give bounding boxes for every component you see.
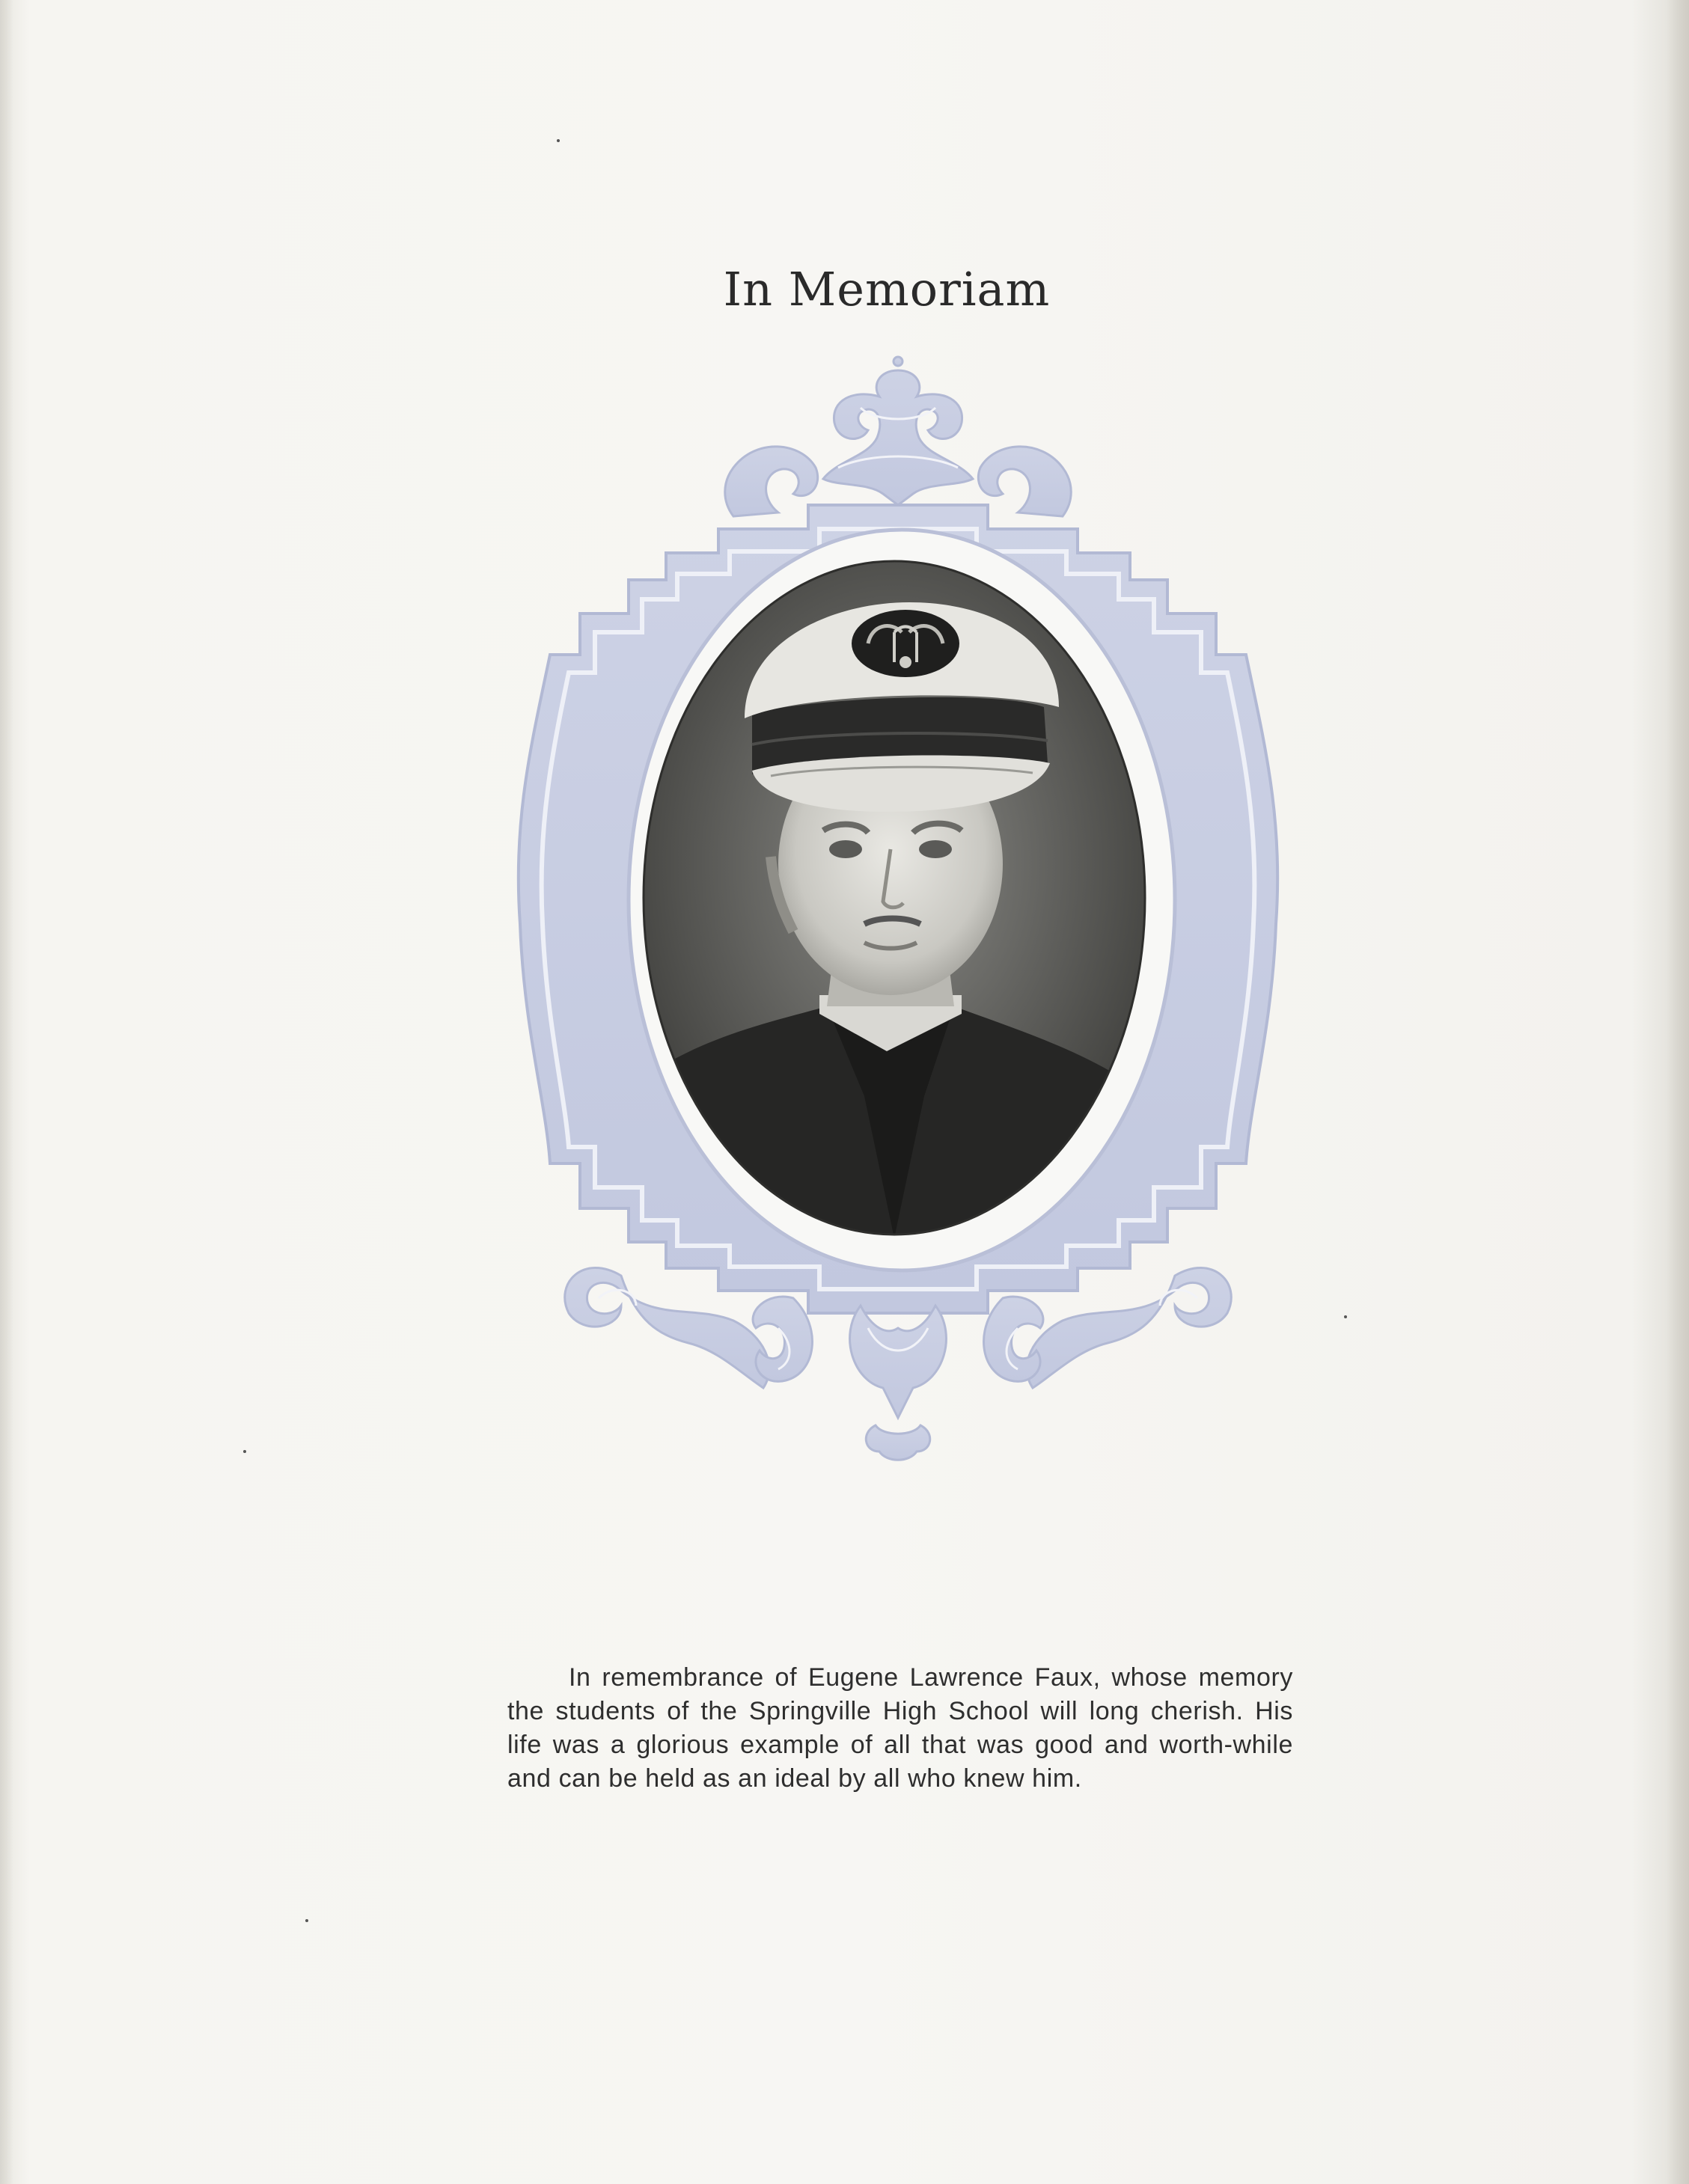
page-edge-left [0, 0, 13, 2184]
page-edge-right [1667, 0, 1689, 2184]
paper-speck [243, 1450, 246, 1453]
top-crest-ornament [725, 357, 1072, 516]
paper-speck [557, 139, 560, 142]
memorial-caption: In remembrance of Eugene Lawrence Faux, whose memory the students of the Springville High School will long cherish. His life was a glorious example of all that was good and worth-while and can be held as an ideal by all who knew him. [507, 1663, 1293, 1793]
paper-speck [305, 1919, 308, 1922]
page-title: In Memoriam [723, 262, 1051, 316]
portrait-photo [640, 557, 1149, 1238]
paper-speck [1344, 1315, 1347, 1318]
